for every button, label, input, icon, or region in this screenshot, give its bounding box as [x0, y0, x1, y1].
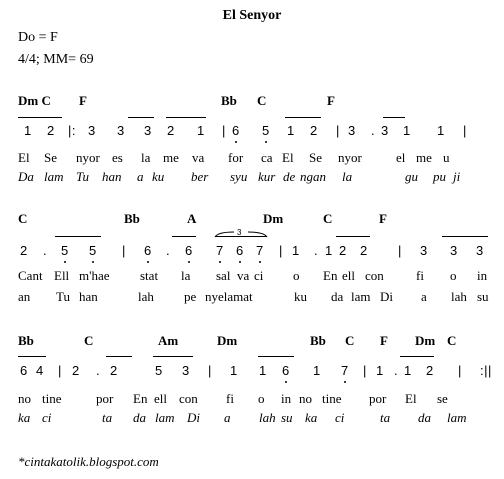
lyric: ka: [18, 410, 31, 425]
beam: [336, 236, 370, 237]
lyric: ber: [191, 169, 209, 184]
note: 5: [155, 363, 163, 378]
note: 1: [376, 363, 384, 378]
octave-dot: [92, 261, 94, 263]
lyric: ngan: [300, 169, 326, 184]
chord: A: [187, 211, 197, 226]
barline: |: [279, 243, 283, 258]
dot: .: [371, 123, 376, 138]
lyric: ca: [261, 150, 273, 165]
note: 3: [420, 243, 428, 258]
note: 1: [292, 243, 300, 258]
note: 1: [259, 363, 267, 378]
chord: F: [79, 93, 87, 108]
note: 1: [287, 123, 295, 138]
lyric: Se: [309, 150, 322, 165]
lyric: o: [258, 391, 265, 406]
lyric: no: [18, 391, 31, 406]
lyric: ta: [102, 410, 113, 425]
barline: |: [363, 363, 367, 378]
note: 2: [360, 243, 368, 258]
lyric: El: [18, 150, 30, 165]
lyric: tine: [322, 391, 342, 406]
lyric: no: [299, 391, 312, 406]
note: 5: [89, 243, 97, 258]
lyric: El: [405, 391, 417, 406]
note: 2: [72, 363, 80, 378]
lyric: o: [293, 268, 300, 283]
repeat-start: |:: [68, 123, 76, 138]
lyric: con: [179, 391, 198, 406]
barline: |: [458, 363, 462, 378]
octave-dot: [259, 261, 261, 263]
lyric: En: [323, 268, 338, 283]
lyric: han: [79, 289, 98, 304]
lyric: lah: [138, 289, 154, 304]
octave-dot: [239, 261, 241, 263]
lyric: da: [331, 289, 344, 304]
note: 5: [262, 123, 270, 138]
lyric: su: [477, 289, 489, 304]
chord: Dm: [415, 333, 436, 348]
note: 6: [236, 243, 244, 258]
lyric: Di: [187, 410, 200, 425]
dot: .: [166, 243, 171, 258]
lyric: lam: [44, 169, 64, 184]
lyric: lam: [447, 410, 467, 425]
beam: [442, 236, 488, 237]
lyric: ci: [254, 268, 264, 283]
lyric: ell: [154, 391, 167, 406]
note: 1: [325, 243, 333, 258]
chord: C: [345, 333, 355, 348]
note: 7: [341, 363, 349, 378]
lyric: in: [477, 268, 488, 283]
beam: [400, 356, 434, 357]
octave-dot: [235, 141, 237, 143]
beam: [172, 236, 196, 237]
lyric: el: [396, 150, 406, 165]
note: 3: [348, 123, 356, 138]
note: 3: [476, 243, 484, 258]
lyric: ci: [42, 410, 52, 425]
lyric: Tu: [56, 289, 70, 304]
chord: Am: [158, 333, 179, 348]
lyric: por: [369, 391, 387, 406]
octave-dot: [147, 261, 149, 263]
beam: [106, 356, 132, 357]
triplet-mark: 3: [237, 228, 242, 237]
lyric: va: [237, 268, 250, 283]
lyric: han: [102, 169, 122, 184]
lyric: da: [133, 410, 146, 425]
note: 6: [282, 363, 290, 378]
note: 1: [230, 363, 238, 378]
tempo-marking: 4/4; MM= 69: [18, 52, 94, 67]
lyric: fi: [416, 268, 424, 283]
lyric: nyor: [76, 150, 100, 165]
lyric: syu: [230, 169, 248, 184]
barline: |: [222, 123, 226, 138]
lyric: de: [283, 169, 296, 184]
lyric: En: [133, 391, 148, 406]
lyric: kur: [258, 169, 276, 184]
octave-dot: [265, 141, 267, 143]
octave-dot: [64, 261, 66, 263]
chord: Dm: [263, 211, 284, 226]
note: 2: [47, 123, 55, 138]
beam: [55, 236, 101, 237]
note: 2: [20, 243, 28, 258]
note: 3: [450, 243, 458, 258]
note: 1: [404, 363, 412, 378]
octave-dot: [188, 261, 190, 263]
lyric: Ell: [54, 268, 70, 283]
chord: F: [327, 93, 335, 108]
note: 2: [110, 363, 118, 378]
lyric: an: [18, 289, 31, 304]
lyric: Tu: [76, 169, 90, 184]
lyric: a: [137, 169, 144, 184]
barline: |: [398, 243, 402, 258]
note: 2: [339, 243, 347, 258]
lyric: Di: [380, 289, 393, 304]
lyric: me: [163, 150, 179, 165]
chord: Bb: [18, 333, 34, 348]
barline: |: [122, 243, 126, 258]
lyric: la: [181, 268, 191, 283]
beam: [18, 117, 62, 118]
barline: |: [58, 363, 62, 378]
note: 3: [117, 123, 125, 138]
note: 3: [144, 123, 152, 138]
note: 2: [426, 363, 434, 378]
note: 6: [185, 243, 193, 258]
note: 2: [167, 123, 175, 138]
chord: Bb: [221, 93, 237, 108]
note: 2: [310, 123, 318, 138]
chord: C: [323, 211, 333, 226]
beam: [128, 117, 154, 118]
lyric: lam: [155, 410, 175, 425]
lyric: fi: [226, 391, 234, 406]
lyric: la: [141, 150, 151, 165]
note: 7: [256, 243, 264, 258]
dot: .: [43, 243, 48, 258]
barline: |: [208, 363, 212, 378]
song-title: El Senyor: [222, 8, 282, 23]
note: 6: [232, 123, 240, 138]
lyric: con: [365, 268, 384, 283]
note: 3: [182, 363, 190, 378]
lyric: a: [224, 410, 231, 425]
lyric: m'hae: [79, 268, 110, 283]
dot: .: [394, 363, 399, 378]
source-credit: *cintakatolik.blogspot.com: [18, 454, 159, 469]
lyric: se: [437, 391, 448, 406]
repeat-end: :||: [480, 363, 492, 378]
lyric: Da: [18, 169, 34, 184]
lyric: nyelamat: [205, 289, 253, 304]
lyric: lah: [259, 410, 276, 425]
lyric: sal: [216, 268, 231, 283]
lyric: ku: [152, 169, 165, 184]
lyric: in: [281, 391, 292, 406]
lyric: es: [112, 150, 123, 165]
lyric: da: [418, 410, 431, 425]
beam: [258, 356, 294, 357]
lyric: Cant: [18, 268, 43, 283]
lyric: u: [443, 150, 450, 165]
chord: F: [379, 211, 387, 226]
note: 6: [20, 363, 28, 378]
lyric: gu: [405, 169, 418, 184]
chord: F: [380, 333, 388, 348]
lyric: lah: [451, 289, 467, 304]
lyric: a: [421, 289, 427, 304]
lyric: por: [96, 391, 114, 406]
barline: |: [463, 123, 467, 138]
note: 1: [437, 123, 445, 138]
lyric: tine: [42, 391, 62, 406]
note: 7: [216, 243, 224, 258]
note: 1: [24, 123, 32, 138]
chord: Dm: [217, 333, 238, 348]
note: 3: [88, 123, 96, 138]
beam: [153, 356, 193, 357]
lyric: ku: [294, 289, 307, 304]
lyric: ka: [305, 410, 318, 425]
octave-dot: [344, 381, 346, 383]
lyric: o: [450, 268, 457, 283]
chord: C: [84, 333, 94, 348]
note: 1: [313, 363, 321, 378]
lyric: su: [281, 410, 293, 425]
lyric: ta: [380, 410, 391, 425]
beam: [285, 117, 321, 118]
beam: [166, 117, 206, 118]
chord: C: [447, 333, 457, 348]
key-signature: Do = F: [18, 30, 58, 45]
barline: |: [336, 123, 340, 138]
note: 1: [403, 123, 411, 138]
lyric: pu: [433, 169, 446, 184]
lyric: El: [282, 150, 294, 165]
lyric: nyor: [338, 150, 362, 165]
lyric: la: [342, 169, 353, 184]
dot: .: [314, 243, 319, 258]
lyric: Se: [44, 150, 57, 165]
chord: Dm C: [18, 93, 51, 108]
chord: Bb: [124, 211, 140, 226]
beam: [383, 117, 405, 118]
beam: [18, 356, 46, 357]
triplet-bracket: [214, 230, 268, 238]
lyric: ji: [453, 169, 461, 184]
lyric: lam: [351, 289, 371, 304]
note: 5: [61, 243, 69, 258]
note: 6: [144, 243, 152, 258]
lyric: pe: [184, 289, 197, 304]
lyric: for: [228, 150, 244, 165]
note: 3: [381, 123, 389, 138]
lyric: ell: [342, 268, 355, 283]
lyric: me: [416, 150, 432, 165]
chord: C: [257, 93, 267, 108]
lyric: stat: [140, 268, 159, 283]
note: 1: [197, 123, 205, 138]
chord: Bb: [310, 333, 326, 348]
octave-dot: [285, 381, 287, 383]
lyric: ci: [335, 410, 345, 425]
note: 4: [36, 363, 44, 378]
chord: C: [18, 211, 28, 226]
octave-dot: [219, 261, 221, 263]
lyric: va: [192, 150, 205, 165]
dot: .: [96, 363, 101, 378]
